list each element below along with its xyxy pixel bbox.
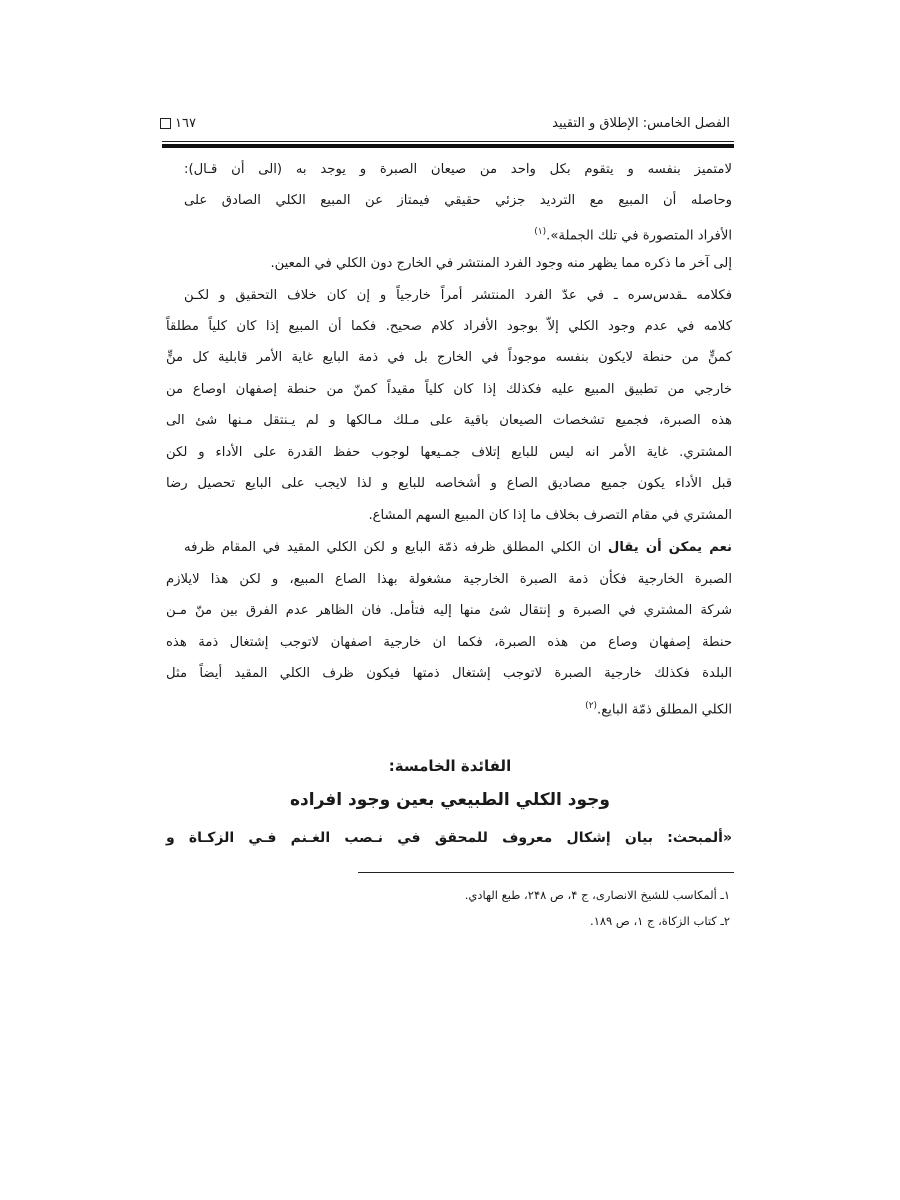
line-text: البلدة فكذلك خارجية الصبرة لاتوجب إشتغال ذمتها فيكون ظرف الكلي المقيد أيضاً مثل (166, 666, 732, 681)
footnote-2: ٢ـ كتاب الزكاة، ج ١، ص ١٨٩. (590, 914, 730, 928)
line-text: حنطة إصفهان وصاع من هذه الصبرة، فكما ان خارجية اصفهان لاتوجب إشتغال ذمة هذه (166, 635, 732, 650)
page-number-group (160, 116, 196, 131)
text-line (184, 538, 732, 558)
line-text: الأفراد المتصورة في تلك الجملة». (546, 228, 732, 244)
footnote-marker[interactable]: (٢) (585, 701, 598, 711)
page-number: ١٦٧ (175, 116, 196, 131)
text-line (166, 443, 732, 463)
line-text: ان الكلي المطلق ظرفه ذمّة البايع و لكن الكلي المقيد في المقام ظرفه (184, 540, 608, 555)
text-line (166, 664, 732, 684)
line-text: الصبرة الخارجية فكأن ذمة الصبرة الخارجية مشغولة بهذا الصاع المبيع، و لكن هذا لايلازم (166, 572, 732, 587)
footnote-rule (358, 872, 734, 873)
text-line (166, 601, 732, 621)
text-line (166, 474, 732, 494)
line-text: شركة المشتري في الصبرة و إنتقال شئ منها إليه فتأمل. فان الظاهر عدم الفرق بين منّ مـن (166, 603, 732, 618)
text-line (184, 191, 732, 211)
line-text: الكلي المطلق ذمّة البايع. (597, 702, 732, 718)
text-line (166, 696, 732, 720)
text-line (166, 411, 732, 431)
text-line (166, 380, 732, 400)
text-line (166, 570, 732, 590)
line-text: قبل الأداء يكون جميع مصاديق الصاع و أشخاصه للبايع و لذا لايجب على البايع تحصيل رضا (166, 476, 732, 491)
line-text: فكلامه ـقدس‌سره ـ في عدّ الفرد المنتشر أمراً خارجياً و إن كان خلاف التحقيق و لكـن (184, 288, 732, 303)
header-rule-thin (162, 141, 734, 142)
line-text: إلى آخر ما ذكره مما يظهر منه وجود الفرد المنتشر في الخارج دون الكلي في المعين. (270, 256, 732, 271)
line-text: لامتميز بنفسه و يتقوم بكل واحد من صيعان الصبرة و يوجد به (الى أن قـال): (184, 162, 732, 177)
footnote-1: ١ـ ألمكاسب للشيخ الانصارى، ج ۴، ص ٢۴٨، طبع الهادي. (464, 888, 730, 902)
text-line (166, 348, 732, 368)
line-text: خارجي من تطبيق المبيع عليه فكذلك إذا كان كلياً مقيداً كمنّ من حنطة إصفهان اوصاع من (166, 382, 732, 397)
section-title: وجود الكلي الطبيعي بعين وجود افراده (289, 790, 610, 810)
quote-start: «ألمبحث: بيان إشكال معروف للمحقق في نـصب الغـنم فـي الزكـاة و (166, 830, 732, 846)
header-rule-thick (162, 144, 734, 148)
text-line (184, 286, 732, 306)
line-text: المشتري في مقام التصرف بخلاف ما إذا كان المبيع السهم المشاع. (368, 508, 732, 523)
line-text: المشتري. غاية الأمر انه ليس للبايع إتلاف جمـيعها لوجوب حفظ القدرة على الأداء و لكن (166, 445, 732, 460)
bold-lead: نعم يمكن أن يقال (607, 540, 733, 555)
text-line (166, 506, 732, 526)
text-line (184, 254, 732, 274)
text-line (184, 160, 732, 180)
text-line (166, 317, 732, 337)
footnote-marker[interactable]: (١) (534, 227, 547, 237)
square-icon (160, 118, 171, 129)
text-line (166, 633, 732, 653)
line-text: هذه الصبرة، فجميع تشخصات الصيعان باقية على مـلك مـالكها و لم يـنتقل مـنها شئ الى (166, 413, 732, 428)
line-text: وحاصله أن المبيع مع الترديد جزئي حقيقي فيمتاز عن المبيع الكلي الصادق على (184, 193, 732, 208)
line-text: كلامه في عدم وجود الكلي إلاّ بوجود الأفراد كلام صحيح. فكما أن المبيع إذا كان كلياً مطلقاً (166, 319, 732, 334)
text-line (184, 222, 732, 246)
section-heading: الفائدة الخامسة: (388, 757, 512, 775)
chapter-title: الفصل الخامس: الإطلاق و التقييد (552, 116, 730, 131)
line-text: كمنٍّ من حنطة لايكون بنفسه موجوداً في الخارج بل في ذمة البايع غاية الأمر قابلية كل منٍّ (166, 350, 732, 365)
